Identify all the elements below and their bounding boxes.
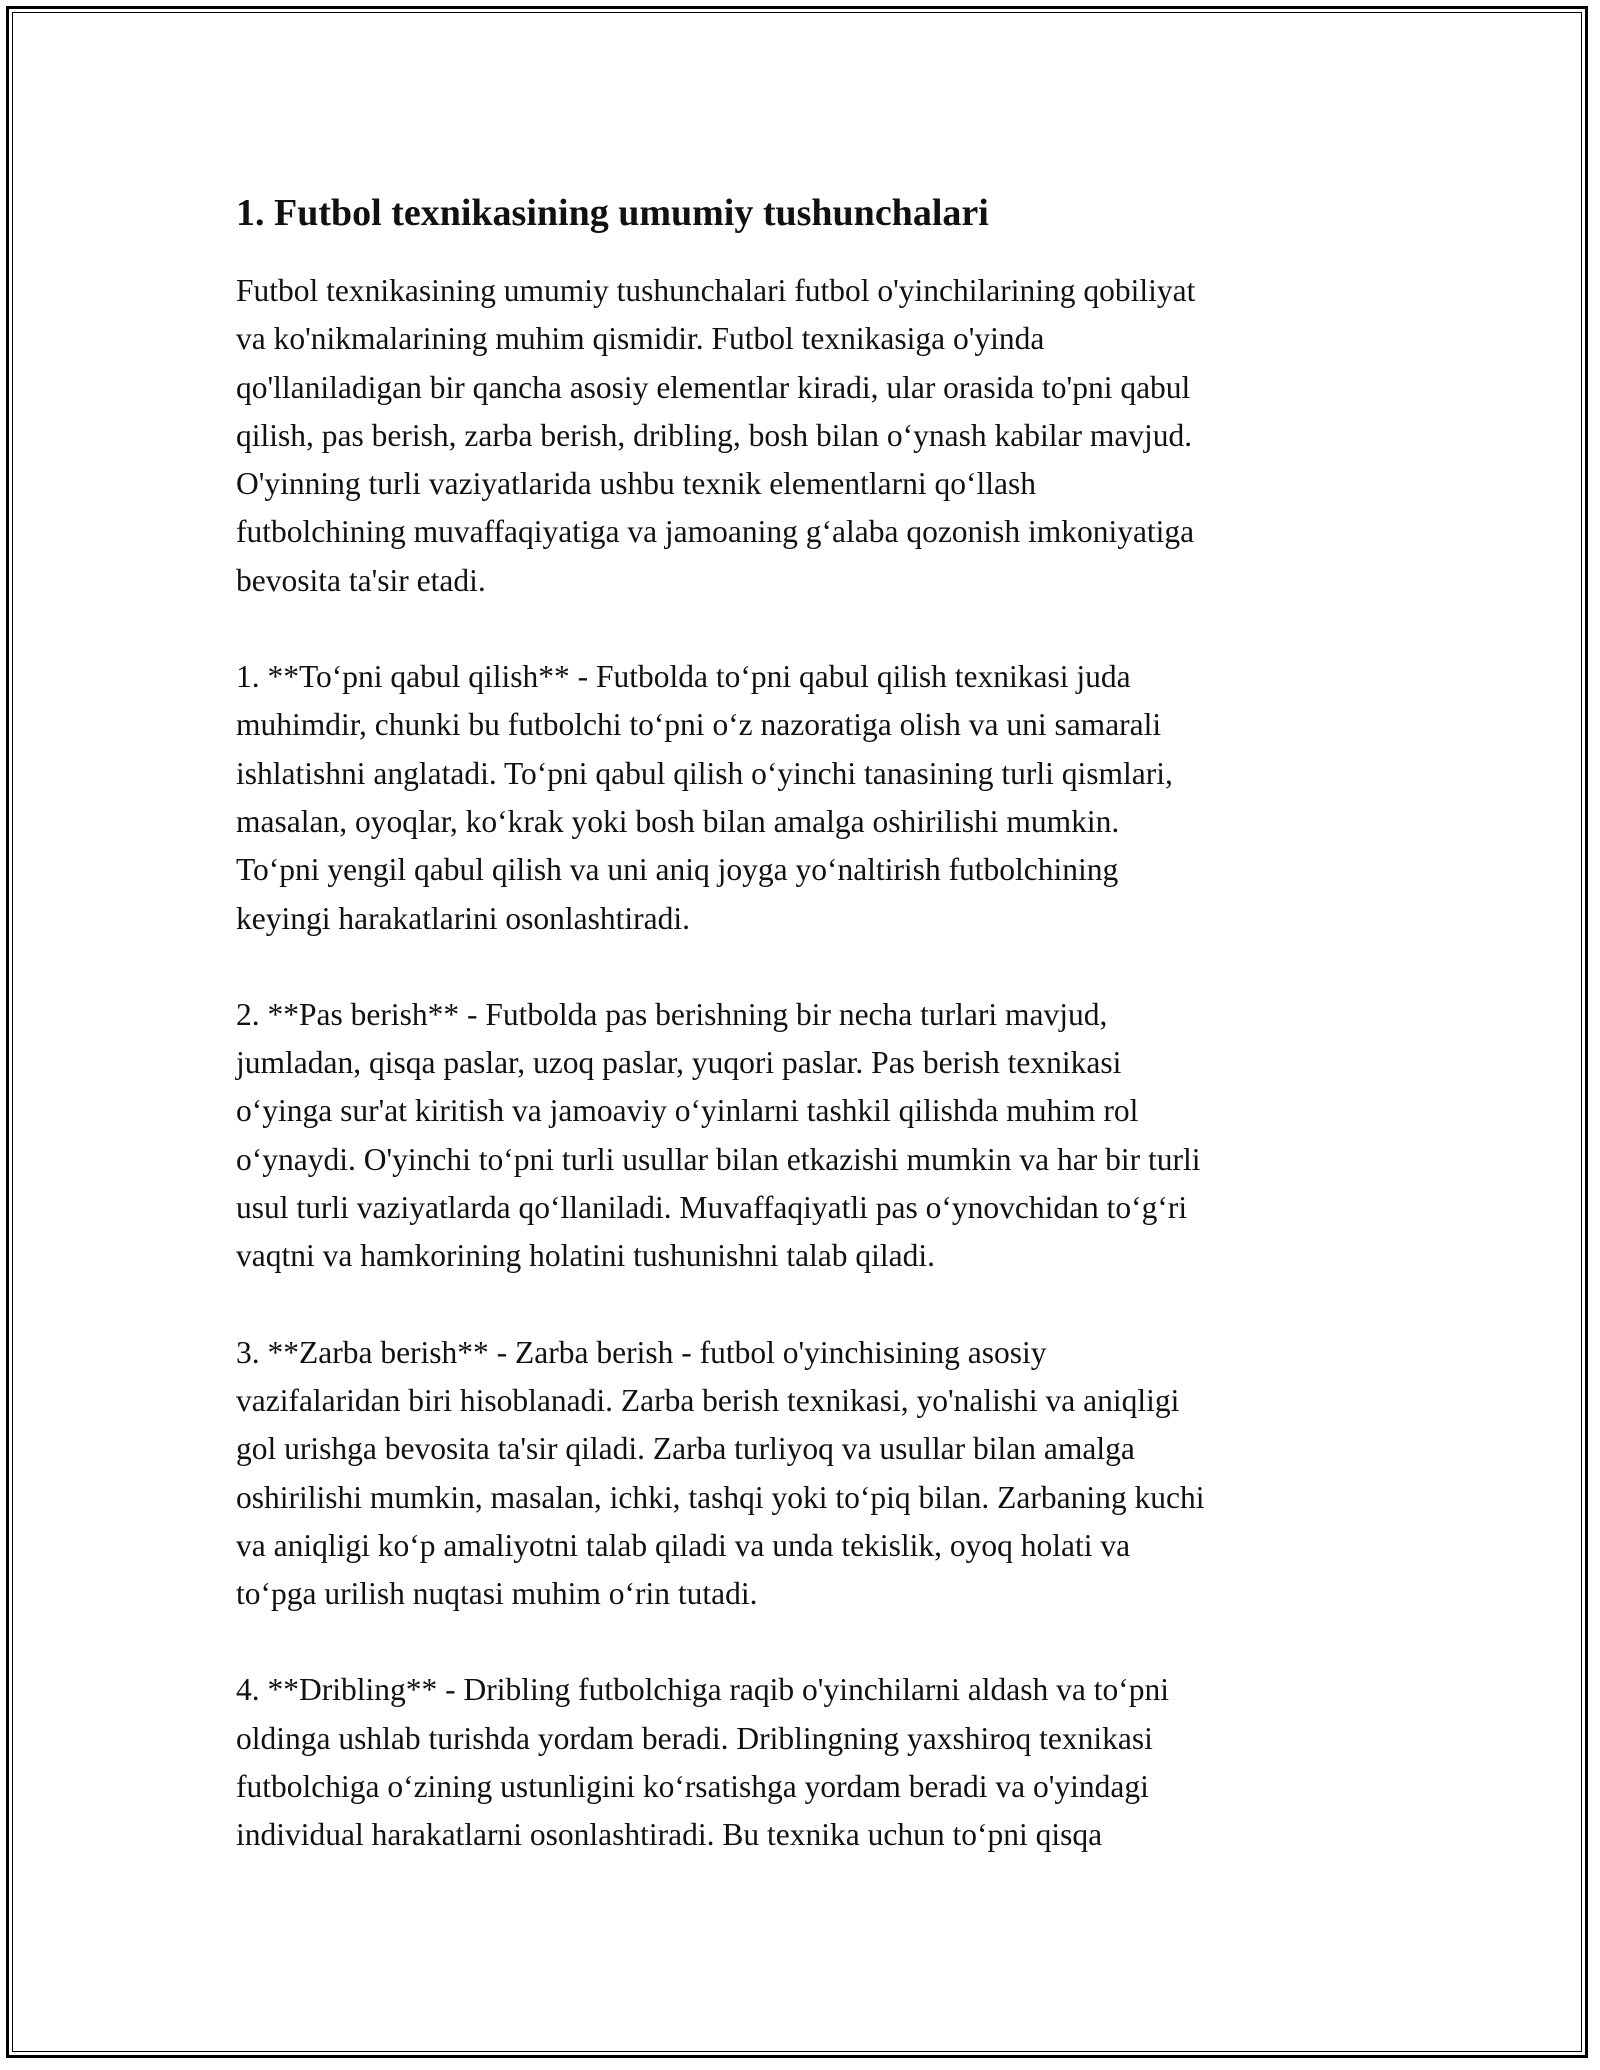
paragraph-dribbling: 4. **Dribling** - Dribling futbolchiga raqib o'yinchilarni aldash va toʻpni oldinga ushlab turishda yordam beradi. Driblingning yaxshiroq texnikasi futbolchiga oʻzining ustunligini koʻrsatishga yordam beradi va o'yindagi individual harakatlarni osonlashtiradi. Bu texnika uchun toʻpni qisqa (236, 1672, 1169, 1853)
paragraph-shooting: 3. **Zarba berish** - Zarba berish - futbol o'yinchisining asosiy vazifalaridan biri hisoblanadi. Zarba berish texnikasi, yo'nalishi va aniqligi gol urishga bevosita ta'sir qiladi. Zarba turliyoq va usullar bilan amalga oshirilishi mumkin, masalan, ichki, tashqi yoki toʻpiq bilan. Zarbaning kuchi va aniqligi koʻp amaliyotni talab qiladi va unda tekislik, oyoq holati va toʻpga urilish nuqtasi muhim oʻrin tutadi. (236, 1334, 1205, 1612)
paragraph-ball-receiving: 1. **Toʻpni qabul qilish** - Futbolda toʻpni qabul qilish texnikasi juda muhimdir, chunki bu futbolchi toʻpni oʻz nazoratiga olish va uni samarali ishlatishni anglatadi. Toʻpni qabul qilish oʻyinchi tanasining turli qismlari, masalan, oyoqlar, koʻkrak yoki bosh bilan amalga oshirilishi mumkin. Toʻpni yengil qabul qilish va uni aniq joyga yoʻnaltirish futbolchining keyingi harakatlarini osonlashtiradi. (236, 659, 1173, 936)
document-body (236, 185, 1386, 1860)
section-heading: 1. Futbol texnikasining umumiy tushunchalari (236, 192, 989, 234)
paragraph-passing: 2. **Pas berish** - Futbolda pas berishning bir necha turlari mavjud, jumladan, qisqa paslar, uzoq paslar, yuqori paslar. Pas berish texnikasi oʻyinga sur'at kiritish va jamoaviy oʻyinlarni tashkil qilishda muhim rol oʻynaydi. O'yinchi toʻpni turli usullar bilan etkazishi mumkin va har bir turli usul turli vaziyatlarda qoʻllaniladi. Muvaffaqiyatli pas oʻynovchidan toʻgʻri vaqtni va hamkorining holatini tushunishni talab qiladi. (236, 996, 1201, 1274)
intro-paragraph: Futbol texnikasining umumiy tushunchalari futbol o'yinchilarining qobiliyat va ko'nikmalarining muhim qismidir. Futbol texnikasiga o'yinda qo'llaniladigan bir qancha asosiy elementlar kiradi, ular orasida to'pni qabul qilish, pas berish, zarba berish, dribling, bosh bilan oʻynash kabilar mavjud. O'yinning turli vaziyatlarida ushbu texnik elementlarni qoʻllash futbolchining muvaffaqiyatiga va jamoaning gʻalaba qozonish imkoniyatiga bevosita ta'sir etadi. (236, 273, 1196, 598)
